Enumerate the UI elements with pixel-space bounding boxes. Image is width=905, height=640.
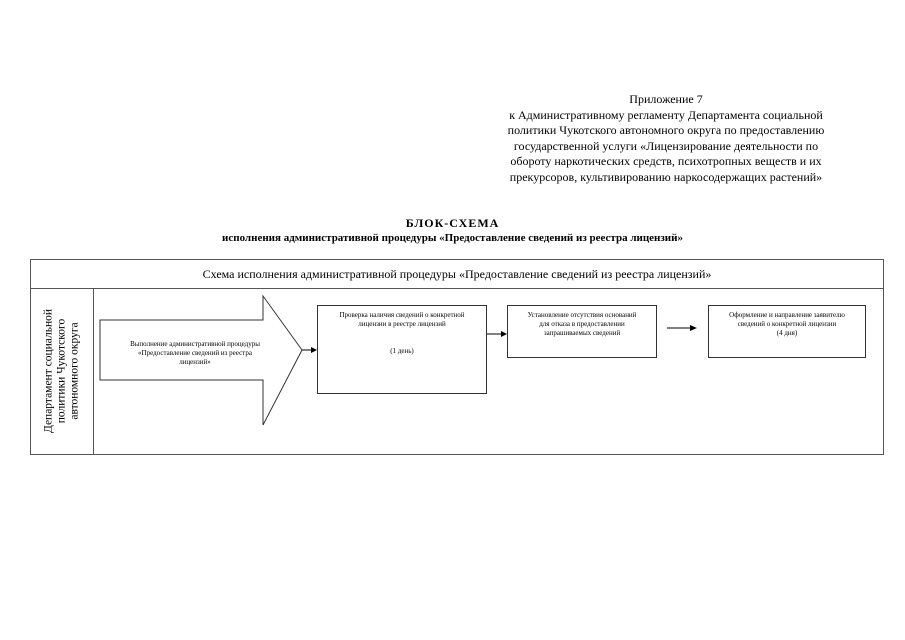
appendix-line: государственной услуги «Лицензирование деятельности по [513,138,819,153]
appendix-line: обороту наркотических средств, психотропных веществ и их [510,154,822,168]
start-arrow-label [110,340,280,367]
connector-arrow [302,347,317,353]
step-text: запрашиваемых сведений [543,329,621,337]
step-text: сведений о конкретной лицензии [737,320,837,328]
start-arrow-line: «Предоставление сведений из реестра [138,349,252,357]
step-text: Установление отсутствия оснований [527,311,637,319]
appendix-line: прекурсоров, культивированию наркосодержащих растений» [509,169,823,184]
step-no-refusal-grounds [507,305,657,358]
document-subtitle: исполнения административной процедуры «Предоставление сведений из реестра лицензий» [222,232,683,244]
step-check-license [317,305,487,394]
start-arrow-line: Выполнение административной процедуры [130,340,260,348]
step-text: лицензии в реестре лицензий [358,320,446,328]
connector-arrow [667,325,697,331]
lane-label-line: автономного округа [68,322,81,420]
step-text: Проверка наличия сведений о конкретной [339,311,465,319]
appendix-line: Приложение 7 [629,92,703,106]
lane-label-line: Департамент социальной [42,308,55,434]
step-duration: (4 дня) [776,329,798,337]
start-arrow-line: лицензий» [179,358,211,366]
appendix-line: к Административному регламенту Департамента социальной [509,107,823,122]
step-send-info [708,305,866,358]
connector-arrow [487,331,507,337]
step-text: для отказа в предоставлении [539,320,625,328]
scheme-header: Схема исполнения административной процедуры «Предоставление сведений из реестра лицензий» [31,260,883,289]
appendix-line: политики Чукотского автономного округа по предоставлению [507,123,825,137]
document-title: БЛОК-СХЕМА [405,216,500,230]
lane-label-line: политики Чукотского [55,318,68,424]
step-duration: (1 день) [390,347,414,355]
step-text: Оформление и направление заявителю [729,311,845,319]
